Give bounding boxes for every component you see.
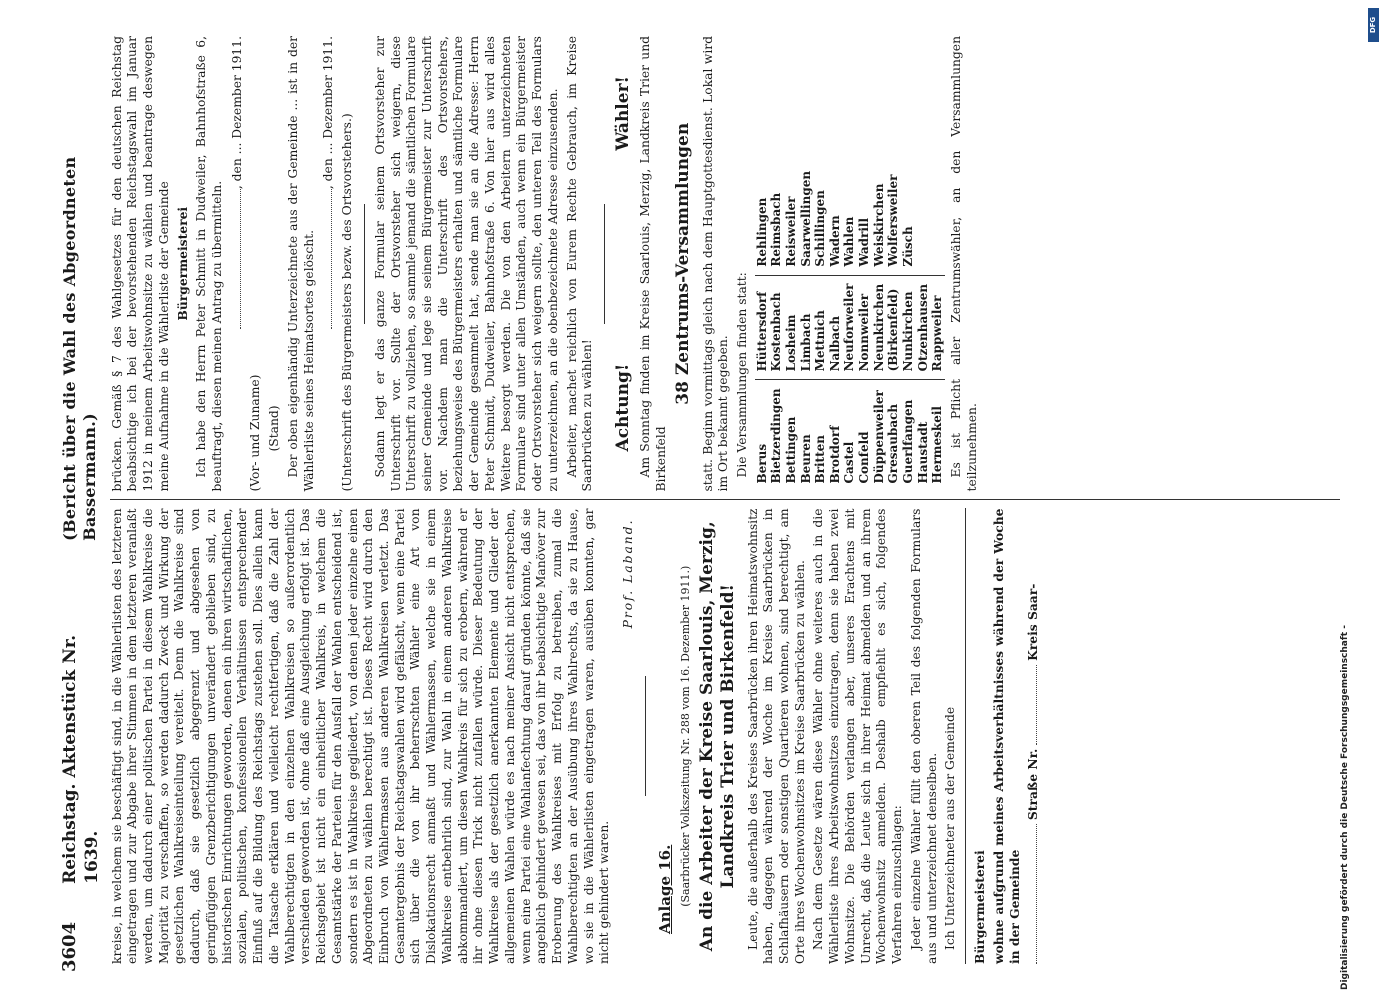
page-number: 3604 [59, 921, 80, 972]
village-item: Berus [754, 443, 769, 484]
paragraph: Ich habe den Herrn Peter Schmitt in Dudweiler, Bahnhofstraße 6, beauftragt, diesen meinen Antrag zu übermitteln. [194, 36, 224, 492]
paragraph: statt. Beginn vormittags gleich nach dem Hauptgottesdienst. Lokal wird im Ort bekannt gegeben. [700, 36, 731, 492]
callout-line [613, 36, 635, 492]
village-item: Weiskirchen [871, 183, 886, 267]
paragraph: Die Versammlungen finden statt: [735, 272, 749, 478]
form-line [1025, 509, 1042, 965]
anlage-title: Anlage 16. [655, 844, 674, 934]
divider-rule [604, 204, 605, 324]
divider-rule [364, 204, 365, 324]
form-line: Bürgermeisterei [972, 850, 988, 964]
blank-field [229, 189, 241, 329]
village-item: Neunkirchen [871, 283, 886, 372]
page-header [58, 28, 104, 972]
village-item: Britten [813, 435, 828, 484]
text-columns [110, 28, 1340, 972]
divider-rule [645, 676, 646, 796]
village-item: Hermeskeil [930, 406, 945, 484]
section-heading: 38 Zentrums-Versammlungen [673, 122, 694, 405]
village-list [755, 36, 945, 492]
waehler-callout: Wähler! [613, 76, 634, 151]
village-item: Castel [842, 441, 857, 484]
blank-field [320, 189, 332, 329]
village-item: Wadrill [857, 217, 872, 267]
achtung-callout: Achtung! [613, 363, 634, 452]
village-item: Schillingen [813, 190, 828, 267]
village-column [755, 380, 945, 491]
paragraph: Der oben eigenhändig Unterzeichnete aus der Gemeinde ... ist in der Wählerliste seines Heimatsortes gelöscht. [285, 36, 316, 492]
form-line: , den ... Dezember 1911. [229, 36, 246, 492]
village-item: Wadern [827, 215, 842, 267]
right-column [110, 28, 1340, 500]
form-label: Kreis Saar- [1025, 583, 1041, 661]
village-column [755, 276, 945, 381]
form-line [267, 36, 283, 492]
signature-label: (Unterschrift des Bürgermeisters bezw. des Ortsvorstehers.) [340, 113, 355, 492]
village-item: Otzenhausen [915, 283, 930, 372]
stand-label: (Stand) [267, 405, 282, 452]
left-column [110, 501, 1340, 973]
section-heading: An die Arbeiter der Kreise Saarlouis, Merzig, Landkreis Trier und Birkenfeld! [697, 521, 739, 952]
divider-rule [965, 509, 966, 965]
village-item: Haustadt [915, 421, 930, 484]
page-title: Reichstag. Aktenstück Nr. 1639. [60, 634, 102, 884]
village-item: Bettingen [783, 416, 798, 484]
village-item: Wolfersweiler [886, 174, 901, 267]
column-divider [110, 500, 1340, 501]
form-line: wohne aufgrund meines Arbeitsverhältnisses während der Woche in der Gemeinde [990, 508, 1022, 964]
village-item: Züsch [900, 226, 915, 267]
village-item: Saarwellingen [798, 170, 813, 267]
village-item: Kostenbach [769, 292, 784, 372]
paragraph: Ich Unterzeichneter aus der Gemeinde [943, 706, 958, 950]
village-item: Beuren [798, 434, 813, 484]
paragraph: kreise, in welchem sie beschäftigt sind, in die Wählerlisten des letzteren eingetragen und zur Abgabe ihrer Stimmen in dem letzteren veranlaßt werden, um dadurch einer politischen Partei in diesem Wahlkreise die Majorität zu verschaffen, so werden dadurch Zweck und Wirkung der gesetzlichen Wahlkreiseinteilung vereitelt. Denn die Wahlkreise sind dadurch, daß sie gesetzlich abgegrenzt und abgesehen von geringfügigen Grenzberichtigungen unverändert geblieben sind, zu historischen Einrichtungen geworden, denen ein ihren wirtschaftlichen, sozialen, politischen, konfessionellen Verhältnissen entsprechender Einfluß auf die Bildung des Reichstags zustehen soll. Dies allein kann die Tatsache erklären und vielleicht rechtfertigen, daß die Zahl der Wahlberechtigten in den einzelnen Wahlkreisen so außerordentlich verschieden geworden ist, ohne daß eine Ausgleichung erfolgt ist. Das Reichsgebiet ist nicht ein einheitlicher Wahlkreis, in welchem die Gesamtstärke der Parteien für den Ausfall der Wahlen entscheidend ist, sondern es ist in Wahlkreise gegliedert, von denen jeder einzelne einen Abgeordneten zu wählen berechtigt ist. Dieses Recht wird durch den Einbruch von Wählermassen aus anderen Wahlkreisen verletzt. Das Gesamtergebnis der Reichstagswahlen wird gefälscht, wenn eine Partei sich über die von ihr beherrschten Wähler eine Art von Dislokationsrecht anmaßt und Wählermassen, welche sie in einem Wahlkreise entbehrlich sind, zur Wahl in einem anderen Wahlkreise abkommandiert, um diesen Wahlkreis für sich zu erobern, während er ihr ohne diesen Trick nicht zufallen würde. Dieser Bedeutung der Wahlkreise als der gesetzlich anerkannten Elemente und Glieder der allgemeinen Wahlen würde es nach meiner Ansicht nicht entsprechen, wenn eine Partei eine Wahlanfechtung darauf gründen könnte, daß sie angeblich gehindert gewesen sei, das von ihr beabsichtigte Manöver zur Eroberung des Wahlkreises mit Erfolg zu betreiben, zumal die Wahlberechtigten an der Ausübung ihres Wahlrechts, da sie zu Hause, wo sie in die Wählerlisten eingetragen waren, ausüben konnten, gar nicht gehindert waren. [109, 508, 612, 964]
rotated-page [40, 0, 1350, 1000]
village-item: Gresaubach [886, 403, 901, 484]
paragraph: Nach dem Gesetze wären diese Wähler ohne weiteres auch in die Wählerliste ihres Arbeitswohnsitzes einzutragen, denn sie haben zwei Wohnsitze. Die Behörden verlangen aber, unseres Erachtens mit Unrecht, daß die Leute sich in ihrer Heimat abmelden und an ihrem Wochenwohnsitz anmelden. Deshalb empfiehlt es sich, folgendes Verfahren einzuschlagen: [811, 508, 905, 964]
logo-text: DFG [1369, 16, 1378, 34]
village-item: (Birkenfeld) [886, 288, 901, 372]
village-item: Bietzerdingen [769, 388, 784, 484]
village-item: Neuforweiler [842, 283, 857, 372]
village-item: Losheim [783, 314, 798, 372]
village-item: Nonnweiler [857, 293, 872, 372]
village-item: Wahlen [842, 216, 857, 267]
page-subtitle: (Bericht über die Wahl des Abgeordneten Bassermann.) [60, 156, 100, 541]
village-item: Nunkirchen [900, 291, 915, 372]
source-note: (Saarbrücker Volkszeitung Nr. 288 vom 16. Dezember 1911.) [678, 565, 692, 907]
village-item: Brotdorf [827, 425, 842, 484]
village-item: Rappweiler [930, 295, 945, 372]
form-line: , den ... Dezember 1911. [320, 36, 337, 492]
date-line: den ... Dezember 1911. [229, 36, 244, 182]
paragraph: Am Sonntag finden im Kreise Saarlouis, Merzig, Landkreis Trier und Birkenfeld [637, 36, 668, 492]
form-line: Bürgermeisterei [175, 206, 191, 321]
signature: Prof. Laband. [621, 518, 635, 629]
blank-field [1025, 824, 1037, 964]
paragraph: Arbeiter, machet reichlich von Eurem Rechte Gebrauch, im Kreise Saarbrücken zu wählen! [564, 36, 595, 492]
blank-field [1025, 665, 1037, 745]
village-item: Limbach [798, 313, 813, 372]
village-item: Mettnich [813, 310, 828, 372]
village-item: Reimsbach [769, 192, 784, 267]
village-item: Nalbach [827, 315, 842, 372]
paragraph: Sodann legt er das ganze Formular seinem Ortsvorsteher zur Unterschrift vor. Sollte der Ortsvorsteher sich weigern, diese Unterschrift zu vollziehen, so sammle jemand die sämtlichen Formulare seiner Gemeinde und lege sie seinem Bürgermeister zur Unterschrift vor. Nachdem man die Unterschrift des Ortsvorstehers, beziehungsweise des Bürgermeisters erhalten und sämtliche Formulare der Gemeinde gesammelt hat, sende man sie an die Adresse: Herrn Peter Schmidt, Dudweiler, Bahnhofstraße 6. Von hier aus wird alles Weitere besorgt werden. Die von den Arbeitern unterzeichneten Formulare sind unter allen Umständen, auch wenn ein Bürgermeister oder Ortsvorsteher sich weigern sollte, den unteren Teil des Formulars zu unterzeichnen, an die obenbezeichnete Adresse einzusenden. [372, 36, 560, 492]
form-line [248, 36, 264, 492]
village-item: Düppenweiler [871, 390, 886, 484]
paragraph: Leute, die außerhalb des Kreises Saarbrücken ihren Heimatswohnsitz haben, dagegen während der Woche im Kreise Saarbrücken in Schlafhäusern oder sonstigen Quartieren wohnen, sind berechtigt, am Orte ihres Wochenwohnsitzes im Kreise Saarbrücken zu wählen. [745, 508, 807, 964]
village-item: Reisweiler [783, 196, 798, 267]
village-item: Hüttersdorf [754, 291, 769, 372]
paragraph: brücken. Gemäß § 7 des Wahlgesetzes für den deutschen Reichstag beabsichtige ich bei der bevorstehenden Reichstagswahl im Januar 1912 in meinem Arbeitswohnsitze zu wählen und beantrage deswegen meine Aufnahme in die Wählerliste der Gemeinde [109, 36, 171, 492]
dfg-logo [1368, 8, 1379, 42]
name-label: (Vor- und Zuname) [248, 374, 263, 492]
paragraph: Es ist Pflicht aller Zentrumswähler, an den Versammlungen teilzunehmen. [948, 36, 979, 492]
form-label: Straße Nr. [1025, 748, 1041, 821]
village-item: Confeld [857, 431, 872, 484]
digitization-note: Digitalisierung gefördert durch die Deutsche Forschungsgemeinschaft - [1340, 625, 1350, 990]
paragraph: Jeder einzelne Wähler füllt den oberen Teil des folgenden Formulars aus und unterzeichnet denselben. [908, 508, 939, 964]
village-item: Rehlingen [754, 197, 769, 267]
date-line: den ... Dezember 1911. [321, 36, 336, 182]
village-item: Guerlfangen [900, 399, 915, 484]
village-column [755, 163, 945, 276]
